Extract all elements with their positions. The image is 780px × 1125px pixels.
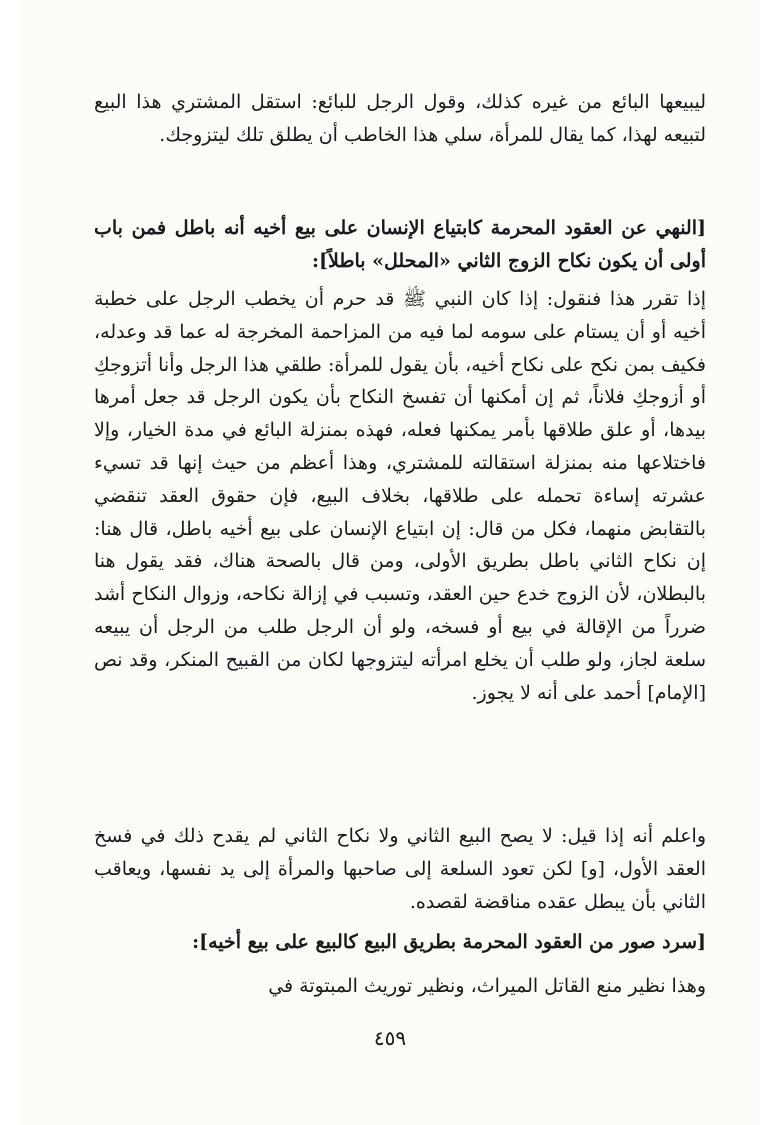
paragraph-2: إذا تقرر هذا فنقول: إذا كان النبي ﷺ قد حرم أن يخطب الرجل على خطبة أخيه أو أن يستام على سومه لما فيه من المزاحمة المخرجة له عما قد وعدله، فكيف بمن نكح على نكاح أخيه، بأن يقول للمرأة: طلقي هذا الرجل وأنا أتزوجكِ أو أزوجكِ فلاناً، ثم إن أمكنها أن تفسخ النكاح بأن يكون الرجل قد جعل أمرها بيدها، أو علق طلاقها بأمر يمكنها فعله، فهذه بمنزلة البائع في مدة الخيار، وإلا فاختلاعها منه بمنزلة استقالته للمشتري، وهذا أعظم من حيث إنها قد تسيء عشرته إساءة تحمله على طلاقها، بخلاف البيع، فإن حقوق العقد تنقضي بالتقابض منهما، فكل من قال: إن ابتياع الإنسان على بيع أخيه باطل، قال هنا: إن نكاح الثاني باطل بطريق الأولى، ومن قال بالصحة هناك، فقد يقول هنا بالبطلان، لأن الزوج خدع حين العقد، وتسبب في إزالة نكاحه، وزوال النكاح أشد ضرراً من الإقالة في بيع أو فسخه، ولو أن الرجل طلب من الرجل أن يبيعه سلعة لجاز، ولو طلب أن يخلع امرأته ليتزوجها لكان من القبيح المنكر، وقد نص [الإمام] أحمد على أنه لا يجوز. [94,288,706,704]
page-number: ٤٥٩ [373,1026,407,1050]
paragraph-4: وهذا نظير منع القاتل الميراث، ونظير توريث المبتوتة في [268,975,706,997]
paragraph-1: ليبيعها البائع من غيره كذلك، وقول الرجل للبائع: استقل المشتري هذا البيع لتبيعه لهذا، كما يقال للمرأة، سلي هذا الخاطب أن يطلق تلك ليتزوجك. [94,91,706,146]
section-heading-2: [سرد صور من العقود المحرمة بطريق البيع كالبيع على بيع أخيه]: [192,931,706,953]
section-heading-1: [النهي عن العقود المحرمة كابتياع الإنسان على بيع أخيه أنه باطل فمن باب أولى أن يكون نكاح الزوج الثاني «المحلل» باطلاً]: [94,217,706,272]
paragraph-3: واعلم أنه إذا قيل: لا يصح البيع الثاني ولا نكاح الثاني لم يقدح ذلك في فسخ العقد الأول، [و] لكن تعود السلعة إلى صاحبها والمرأة إلى يد نفسها، ويعاقب الثاني بأن يبطل عقده مناقضة لقصده. [94,825,706,913]
book-page [20,0,760,1125]
